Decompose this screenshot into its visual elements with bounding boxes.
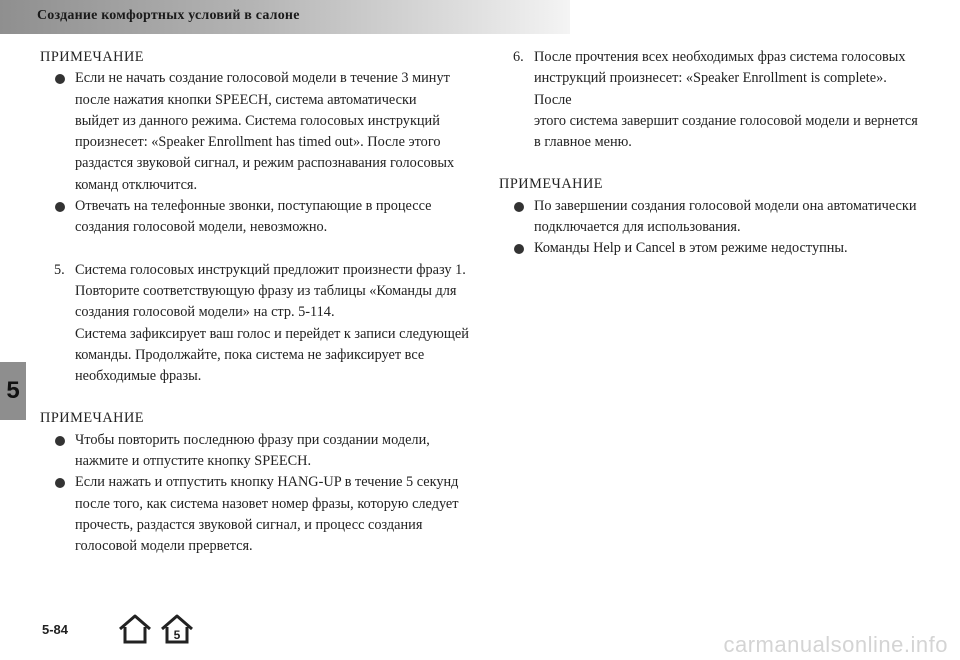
step-number: 6. [513, 49, 524, 65]
text-line: нажмите и отпустите кнопку SPEECH. [75, 453, 312, 470]
note-bullet [499, 238, 919, 259]
note-bullet [40, 430, 470, 473]
bullet-icon [55, 202, 65, 212]
text-line: создания голосовой модели» на стр. 5-114. [75, 304, 335, 321]
note-title: ПРИМЕЧАНИЕ [40, 410, 145, 427]
chapter-tab [0, 362, 26, 420]
bullet-icon [55, 74, 65, 84]
home-icon[interactable] [117, 613, 153, 645]
text-line: Система голосовых инструкций предложит произнести фразу 1. [75, 261, 466, 278]
text-line: Повторите соответствующую фразу из таблицы «Команды для [75, 282, 457, 299]
step-5 [40, 260, 470, 388]
text-line: Если нажать и отпустить кнопку HANG-UP в течение 5 секунд [75, 474, 459, 491]
bullet-icon [514, 244, 524, 254]
chapter-number: 5 [6, 377, 20, 404]
note-bullet [40, 68, 470, 196]
text-line: подключается для использования. [534, 219, 741, 236]
text-line: после нажатия кнопки SPEECH, система автоматически [75, 91, 417, 108]
step-number: 5. [54, 261, 65, 278]
text-line: После прочтения всех необходимых фраз система голосовых [534, 49, 906, 65]
nav-icons [117, 613, 195, 645]
text-line: команды. Продолжайте, пока система не зафиксирует все [75, 346, 425, 363]
text-line: Команды Help и Cancel в этом режиме недоступны. [534, 240, 848, 257]
bullet-icon [55, 478, 65, 488]
text-line: прочесть, раздастся звуковой сигнал, и процесс создания [75, 516, 423, 533]
text-line: выйдет из данного режима. Система голосовых инструкций [75, 112, 440, 129]
section-badge: 5 [173, 628, 181, 642]
note-bullet [499, 196, 919, 239]
note-bullet [40, 472, 470, 557]
text-line: необходимые фразы. [75, 368, 202, 385]
text-line: Отвечать на телефонные звонки, поступающие в процессе [75, 198, 432, 215]
watermark: carmanualsonline.info [723, 632, 948, 657]
text-line: голосовой модели прервется. [75, 538, 253, 555]
text-line: в главное меню. [534, 134, 632, 151]
text-line: этого система завершит создание голосовой модели и вернется [534, 112, 918, 129]
text-line: Если не начать создание голосовой модели в течение 3 минут [75, 70, 450, 87]
note-title: ПРИМЕЧАНИЕ [499, 176, 604, 193]
page-number: 5-84 [42, 622, 69, 637]
step-6 [499, 47, 919, 153]
section-title: Создание комфортных условий в салоне [37, 8, 300, 23]
text-line: команд отключится. [75, 176, 198, 193]
text-line: Чтобы повторить последнюю фразу при создании модели, [75, 431, 430, 448]
note-bullet [40, 196, 470, 239]
text-line: По завершении создания голосовой модели она автоматически [534, 197, 917, 214]
text-line: Система зафиксирует ваш голос и перейдет к записи следующей [75, 325, 469, 342]
text-line: произнесет: «Speaker Enrollment has timed out». После этого [75, 134, 441, 151]
bullet-icon [514, 202, 524, 212]
text-line: раздастся звуковой сигнал, и режим распознавания голосовых [75, 155, 455, 172]
text-line: создания голосовой модели, невозможно. [75, 219, 328, 236]
note-title: ПРИМЕЧАНИЕ [40, 49, 145, 65]
right-column [499, 47, 919, 260]
bullet-icon [55, 436, 65, 446]
left-column [40, 47, 470, 558]
text-line: после того, как система назовет номер фразы, которую следует [75, 495, 459, 512]
text-line: инструкций произнесет: «Speaker Enrollment is complete». После [534, 70, 887, 108]
page-header [0, 0, 570, 34]
section-home-icon[interactable] [159, 613, 195, 645]
